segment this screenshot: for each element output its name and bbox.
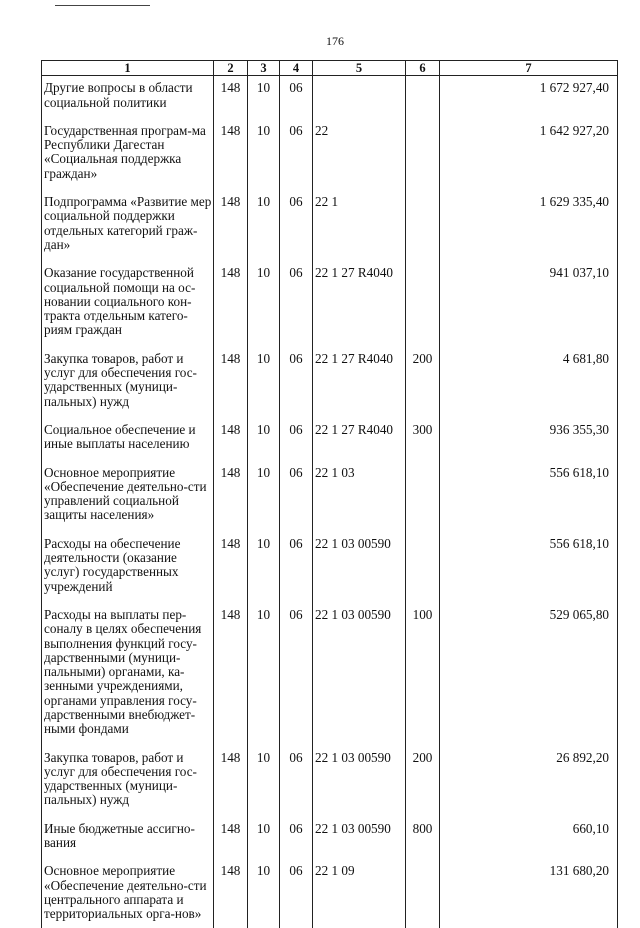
section-code-cell: 10 (248, 859, 280, 927)
expense-type-cell: 100 (406, 603, 440, 746)
table-row (42, 532, 618, 603)
target-article-cell: 22 1 03 (313, 461, 406, 532)
header-col-4: 4 (280, 61, 313, 76)
amount-cell: 1 629 335,40 (440, 190, 618, 261)
table-row (42, 746, 618, 817)
expense-type-cell (406, 461, 440, 532)
subsection-code-cell: 06 (280, 461, 313, 532)
expense-type-cell: 200 (406, 746, 440, 817)
section-code-cell: 10 (248, 817, 280, 860)
row-name-cell: Социальное обеспечение и иные выплаты населению (42, 418, 214, 461)
amount-cell: 529 065,80 (440, 603, 618, 746)
ministry-code-cell: 148 (214, 119, 248, 190)
amount-cell: 1 672 927,40 (440, 76, 618, 119)
amount-cell: 131 680,20 (440, 859, 618, 927)
subsection-code-cell: 06 (280, 859, 313, 927)
table-row (42, 76, 618, 119)
expense-type-cell: 200 (406, 347, 440, 418)
section-code-cell: 10 (248, 119, 280, 190)
target-article-cell: 22 1 03 00590 (313, 603, 406, 746)
ministry-code-cell: 148 (214, 746, 248, 817)
target-article-cell: 22 1 03 00590 (313, 532, 406, 603)
ministry-code-cell: 148 (214, 817, 248, 860)
ministry-code-cell: 148 (214, 461, 248, 532)
row-name-cell: Основное мероприятие «Обеспечение деятельно-сти центрального аппарата и территориальных орга-нов» (42, 859, 214, 927)
subsection-code-cell: 06 (280, 190, 313, 261)
amount-cell: 4 681,80 (440, 347, 618, 418)
amount-cell: 941 037,10 (440, 261, 618, 346)
table-row (42, 190, 618, 261)
expense-type-cell: 300 (406, 418, 440, 461)
ministry-code-cell: 148 (214, 418, 248, 461)
top-rule (55, 5, 150, 6)
amount-cell: 936 355,30 (440, 418, 618, 461)
table-row (42, 347, 618, 418)
expense-type-cell (406, 190, 440, 261)
table-header (42, 61, 618, 76)
row-name-cell: Закупка товаров, работ и услуг для обеспечения гос-ударственных (муници-пальных) нужд (42, 746, 214, 817)
section-code-cell: 10 (248, 532, 280, 603)
page-number: 176 (326, 34, 344, 48)
expense-type-cell (406, 859, 440, 927)
table-row (42, 817, 618, 860)
row-name-cell: Государственная програм-ма Республики Дагестан «Социальная поддержка граждан» (42, 119, 214, 190)
ministry-code-cell: 148 (214, 859, 248, 927)
table-row (42, 603, 618, 746)
subsection-code-cell: 06 (280, 603, 313, 746)
section-code-cell: 10 (248, 461, 280, 532)
ministry-code-cell: 148 (214, 603, 248, 746)
ministry-code-cell: 148 (214, 347, 248, 418)
ministry-code-cell: 148 (214, 261, 248, 346)
amount-cell: 26 892,20 (440, 746, 618, 817)
target-article-cell: 22 1 27 R4040 (313, 261, 406, 346)
header-col-1: 1 (42, 61, 214, 76)
amount-cell: 660,10 (440, 817, 618, 860)
subsection-code-cell: 06 (280, 347, 313, 418)
subsection-code-cell: 06 (280, 76, 313, 119)
subsection-code-cell: 06 (280, 119, 313, 190)
table-row (42, 261, 618, 346)
header-col-3: 3 (248, 61, 280, 76)
row-name-cell: Другие вопросы в области социальной политики (42, 76, 214, 119)
header-col-2: 2 (214, 61, 248, 76)
row-name-cell: Основное мероприятие «Обеспечение деятельно-сти управлений социальной защиты населения» (42, 461, 214, 532)
section-code-cell: 10 (248, 347, 280, 418)
amount-cell: 556 618,10 (440, 461, 618, 532)
target-article-cell: 22 1 03 00590 (313, 746, 406, 817)
ministry-code-cell: 148 (214, 76, 248, 119)
section-code-cell: 10 (248, 746, 280, 817)
section-code-cell: 10 (248, 603, 280, 746)
target-article-cell: 22 1 03 00590 (313, 817, 406, 860)
row-name-cell: Оказание государственной социальной помощи на ос-новании социального кон-тракта отдельным катего-риям граждан (42, 261, 214, 346)
subsection-code-cell: 06 (280, 418, 313, 461)
target-article-cell: 22 1 27 R4040 (313, 347, 406, 418)
header-col-7: 7 (440, 61, 618, 76)
row-name-cell: Подпрограмма «Развитие мер социальной поддержки отдельных категорий граж-дан» (42, 190, 214, 261)
target-article-cell: 22 (313, 119, 406, 190)
row-name-cell: Расходы на обеспечение деятельности (оказание услуг) государственных учреждений (42, 532, 214, 603)
table-row (42, 418, 618, 461)
section-code-cell: 10 (248, 418, 280, 461)
row-name-cell: Иные бюджетные ассигно-вания (42, 817, 214, 860)
table-row (42, 119, 618, 190)
expense-type-cell: 800 (406, 817, 440, 860)
ministry-code-cell: 148 (214, 532, 248, 603)
section-code-cell: 10 (248, 261, 280, 346)
subsection-code-cell: 06 (280, 261, 313, 346)
target-article-cell (313, 76, 406, 119)
section-code-cell: 10 (248, 76, 280, 119)
section-code-cell: 10 (248, 190, 280, 261)
expense-type-cell (406, 261, 440, 346)
budget-table (41, 60, 618, 928)
header-row (42, 61, 618, 76)
header-col-5: 5 (313, 61, 406, 76)
expense-type-cell (406, 76, 440, 119)
target-article-cell: 22 1 09 (313, 859, 406, 927)
table-row (42, 461, 618, 532)
amount-cell: 1 642 927,20 (440, 119, 618, 190)
table-body (42, 76, 618, 928)
subsection-code-cell: 06 (280, 532, 313, 603)
expense-type-cell (406, 119, 440, 190)
target-article-cell: 22 1 27 R4040 (313, 418, 406, 461)
subsection-code-cell: 06 (280, 746, 313, 817)
header-col-6: 6 (406, 61, 440, 76)
subsection-code-cell: 06 (280, 817, 313, 860)
table-row (42, 859, 618, 927)
target-article-cell: 22 1 (313, 190, 406, 261)
row-name-cell: Расходы на выплаты пер-соналу в целях обеспечения выполнения функций госу-дарственными (муници-пальными) органами, ка-зенными учреждениями, органами управления госу-дарственными внебюджет-ными фондами (42, 603, 214, 746)
row-name-cell: Закупка товаров, работ и услуг для обеспечения гос-ударственных (муници-пальных) нужд (42, 347, 214, 418)
ministry-code-cell: 148 (214, 190, 248, 261)
expense-type-cell (406, 532, 440, 603)
amount-cell: 556 618,10 (440, 532, 618, 603)
